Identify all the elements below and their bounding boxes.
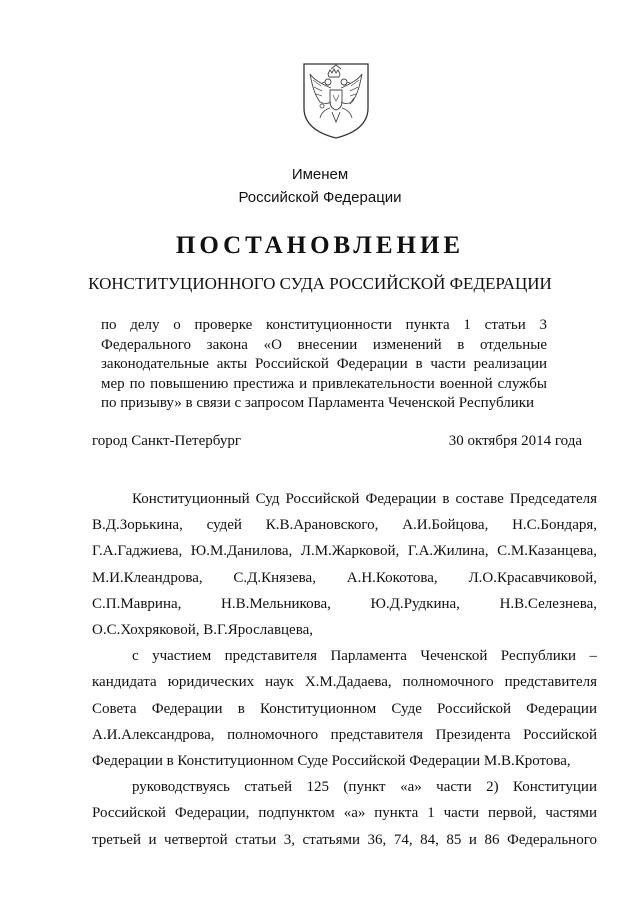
text-line: руководствуясь статьей 125 (пункт «а» части 2) Конституции [132,779,597,796]
text-line: с участием представителя Парламента Чеченской Республики – [132,648,597,665]
document-body [92,486,597,853]
text-line: Федерации в Конституционном Суде Российской Федерации М.В.Кротова, [92,753,571,770]
paragraph-participants [92,643,597,774]
text-line: Г.А.Гаджиева, Ю.М.Данилова, Л.М.Жарковой, Г.А.Жилина, С.М.Казанцева, [92,543,597,560]
text-line: Конституционный Суд Российской Федерации в составе Председателя [132,491,597,507]
paragraph-legal-basis [92,774,597,853]
case-description [101,316,547,414]
case-line: Федерального закона «О внесении изменений в отдельные [101,336,547,353]
date: 30 октября 2014 года [448,433,582,449]
text-line: В.Д.Зорькина, судей К.В.Арановского, А.И.Бойцова, Н.С.Бондаря, [92,517,597,534]
case-line: по призыву» в связи с запросом Парламента Чеченской Республики [101,395,535,411]
text-line: С.П.Маврина, Н.В.Мельникова, Ю.Д.Рудкина, Н.В.Селезнева, [92,595,597,612]
text-line: О.С.Хохряковой, В.Г.Ярославцева, [92,622,314,639]
russian-federation: Российской Федерации [238,189,402,206]
text-line: А.И.Александрова, полномочного представителя Президента Российской [92,726,597,743]
text-line: третьей и четвертой статьи 3, статьями 36, 74, 84, 85 и 86 Федерального [92,831,597,848]
case-line: мер по повышению престижа и привлекательности военной службы [101,375,547,392]
case-line: по делу о проверке конституционности пункта 1 статьи 3 [101,317,547,333]
document-title: ПОСТАНОВЛЕНИЕ [175,232,465,259]
document-subtitle: КОНСТИТУЦИОННОГО СУДА РОССИЙСКОЙ ФЕДЕРАЦИИ [88,274,552,293]
text-line: Совета Федерации в Конституционном Суде Российской Федерации [92,700,597,717]
in-the-name-of: Именем [291,166,349,183]
text-line: кандидата юридических наук Х.М.Дадаева, полномочного представителя [92,674,597,691]
case-line: законодательные акты Российской Федерации в части реализации [101,356,547,372]
text-line: Российской Федерации, подпунктом «а» пункта 1 части первой, частями [92,805,597,822]
place: город Санкт-Петербург [92,433,241,449]
paragraph-composition [92,486,597,643]
coat-of-arms-icon [300,60,372,140]
text-line: М.И.Клеандрова, С.Д.Князева, А.Н.Кокотова, Л.О.Красавчиковой, [92,569,597,586]
